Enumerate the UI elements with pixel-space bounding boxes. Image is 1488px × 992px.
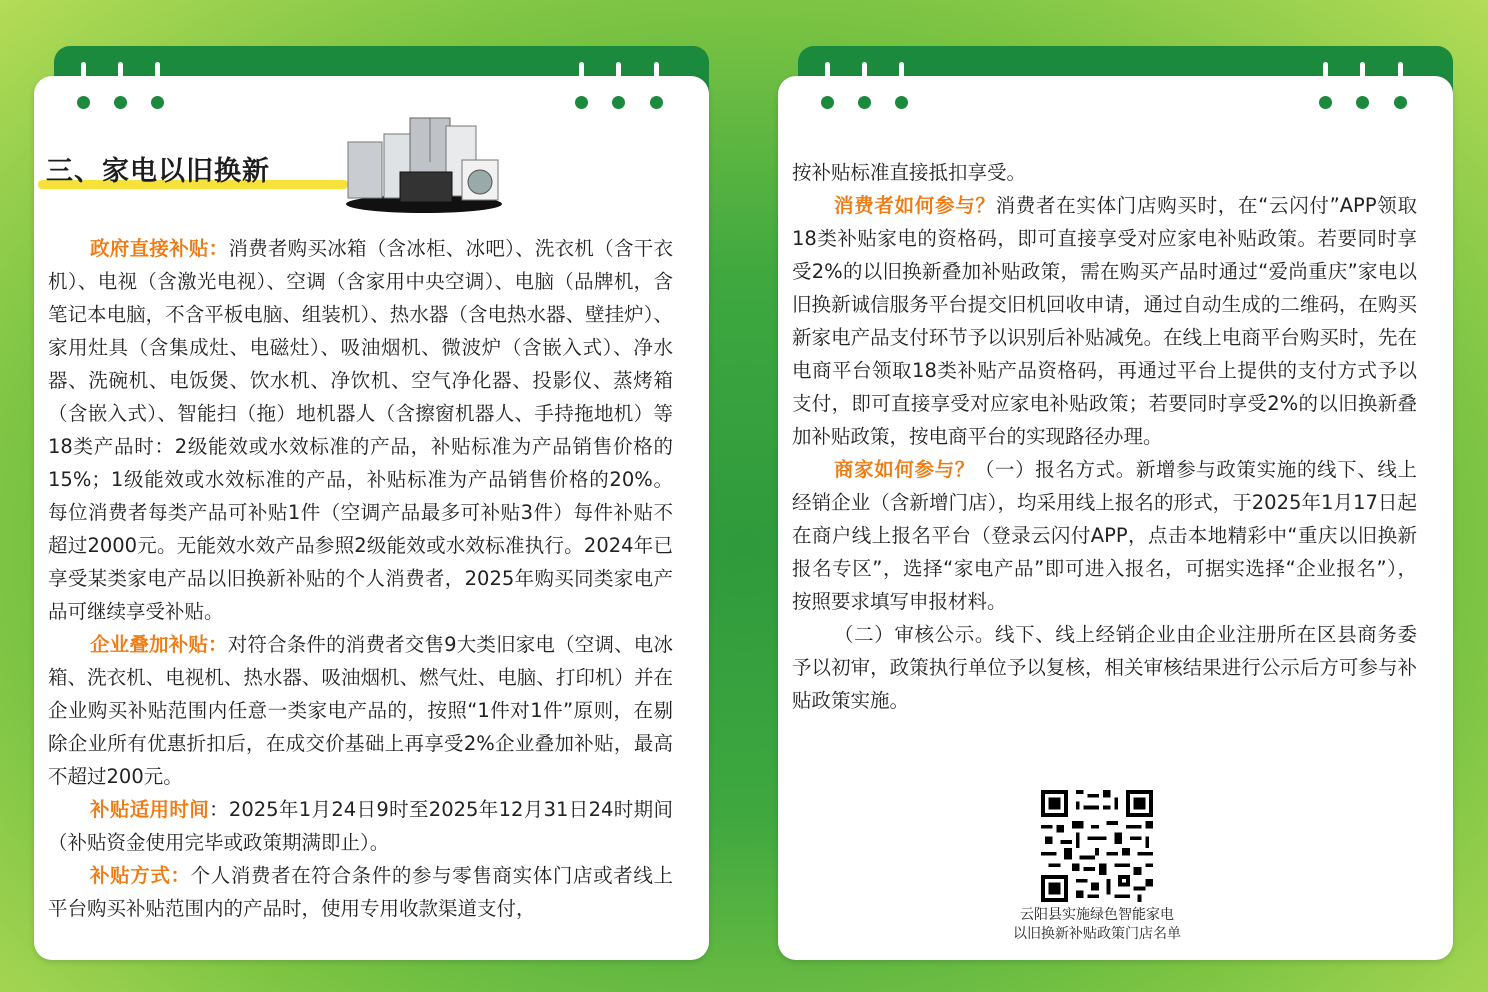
paragraph-text: （一）报名方式。新增参与政策实施的线下、线上经销企业（含新增门店），均采用线上报名的形式，于2025年1月17日起在商户线上报名平台（登录云闪付APP，点击本地精彩中“重庆以旧换新报名专区”，选择“家电产品”即可进入报名，可据实选择“企业报名”），按照要求填写申报材料。 [792, 458, 1417, 613]
paragraph [48, 793, 673, 859]
qr-caption-line1: 云阳县实施绿色智能家电 [1020, 907, 1174, 923]
paragraph-text: 消费者购买冰箱（含冰柜、冰吧）、洗衣机（含干衣机）、电视（含激光电视）、空调（含家用中央空调）、电脑（品牌机，含笔记本电脑，不含平板电脑、组装机）、热水器（含电热水器、壁挂炉）、家用灶具（含集成灶、电磁灶）、吸油烟机、微波炉（含嵌入式）、净水器、洗碗机、电饭煲、饮水机、净饮机、空气净化器、投影仪、蒸烤箱（含嵌入式）、智能扫（拖）地机器人（含擦窗机器人、手持拖地机）等18类产品时：2级能效或水效标准的产品，补贴标准为产品销售价格的15%；1级能效或水效标准的产品，补贴标准为产品销售价格的20%。每位消费者每类产品可补贴1件（空调产品最多可补贴3件）每件补贴不超过2000元。无能效水效产品参照2级能效或水效标准执行。2024年已享受某类家电产品以旧换新补贴的个人消费者，2025年购买同类家电产品可继续享受补贴。 [48, 237, 673, 623]
binder-ring-icon [1318, 60, 1332, 116]
binder-ring-icon [649, 60, 663, 116]
paragraph-text: 对符合条件的消费者交售9大类旧家电（空调、电冰箱、洗衣机、电视机、热水器、吸油烟机、燃气灶、电脑、打印机）并在企业购买补贴范围内任意一类家电产品的，按照“1件对1件”原则，在剔除企业所有优惠折扣后，在成交价基础上再享受2%企业叠加补贴，最高不超过200元。 [48, 633, 673, 788]
paragraph-text: 个人消费者在符合条件的参与零售商实体门店或者线上平台购买补贴范围内的产品时，使用专用收款渠道支付， [48, 864, 673, 920]
binder-ring-icon [1393, 60, 1407, 116]
left-card [34, 76, 709, 960]
binder-ring-icon [857, 60, 871, 116]
paragraph-label: 商家如何参与？ [834, 458, 975, 481]
right-card [778, 76, 1453, 960]
page-title: 三、家电以旧换新 [46, 156, 270, 187]
right-body [792, 156, 1417, 717]
paragraph [792, 156, 1417, 189]
paragraph-text: （二）审核公示。线下、线上经销企业由企业注册所在区县商务委予以初审，政策执行单位予以复核，相关审核结果进行公示后方可参与补贴政策实施。 [792, 623, 1417, 712]
left-page [46, 46, 709, 960]
binder-ring-icon [76, 60, 90, 116]
qr-code[interactable] [1038, 790, 1156, 902]
binder-ring-icon [611, 60, 625, 116]
qr-caption-line2: 以旧换新补贴政策门店名单 [1013, 926, 1181, 942]
paragraph-text: 消费者在实体门店购买时，在“云闪付”APP领取18类补贴家电的资格码，即可直接享受对应家电补贴政策。若要同时享受2%的以旧换新叠加补贴政策，需在购买产品时通过“爱尚重庆”家电以旧换新诚信服务平台提交旧机回收申请，通过自动生成的二维码，在购买新家电产品支付环节予以识别后补贴减免。在线上电商平台购买时，先在电商平台领取18类补贴产品资格码，再通过平台上提供的支付方式予以支付，即可直接享受对应家电补贴政策；若要同时享受2%的以旧换新叠加补贴政策，按电商平台的实现路径办理。 [792, 194, 1417, 448]
paragraph-text: ：2025年1月24日9时至2025年12月31日24时期间（补贴资金使用完毕或政策期满即止）。 [48, 798, 673, 854]
binder-ring-icon [894, 60, 908, 116]
paragraph-label: 企业叠加补贴： [90, 633, 228, 656]
binder-ring-icon [1355, 60, 1369, 116]
paragraph [48, 628, 673, 793]
binder-ring-icon [150, 60, 164, 116]
paragraph [792, 618, 1417, 717]
paragraph [48, 232, 673, 628]
right-page [792, 46, 1453, 960]
paragraph [792, 189, 1417, 453]
left-body [48, 232, 673, 925]
paragraph-label: 消费者如何参与？ [834, 194, 996, 217]
binder-ring-icon [574, 60, 588, 116]
paragraph-label: 补贴适用时间 [90, 798, 210, 821]
paragraph-label: 补贴方式： [90, 864, 191, 887]
binder-ring-icon [820, 60, 834, 116]
paragraph-text: 按补贴标准直接抵扣享受。 [792, 161, 1027, 184]
binder-ring-icon [113, 60, 127, 116]
paragraph [48, 859, 673, 925]
appliances-illustration [344, 112, 504, 214]
paragraph [792, 453, 1417, 618]
paragraph-label: 政府直接补贴： [90, 237, 229, 260]
section-heading [38, 152, 270, 192]
